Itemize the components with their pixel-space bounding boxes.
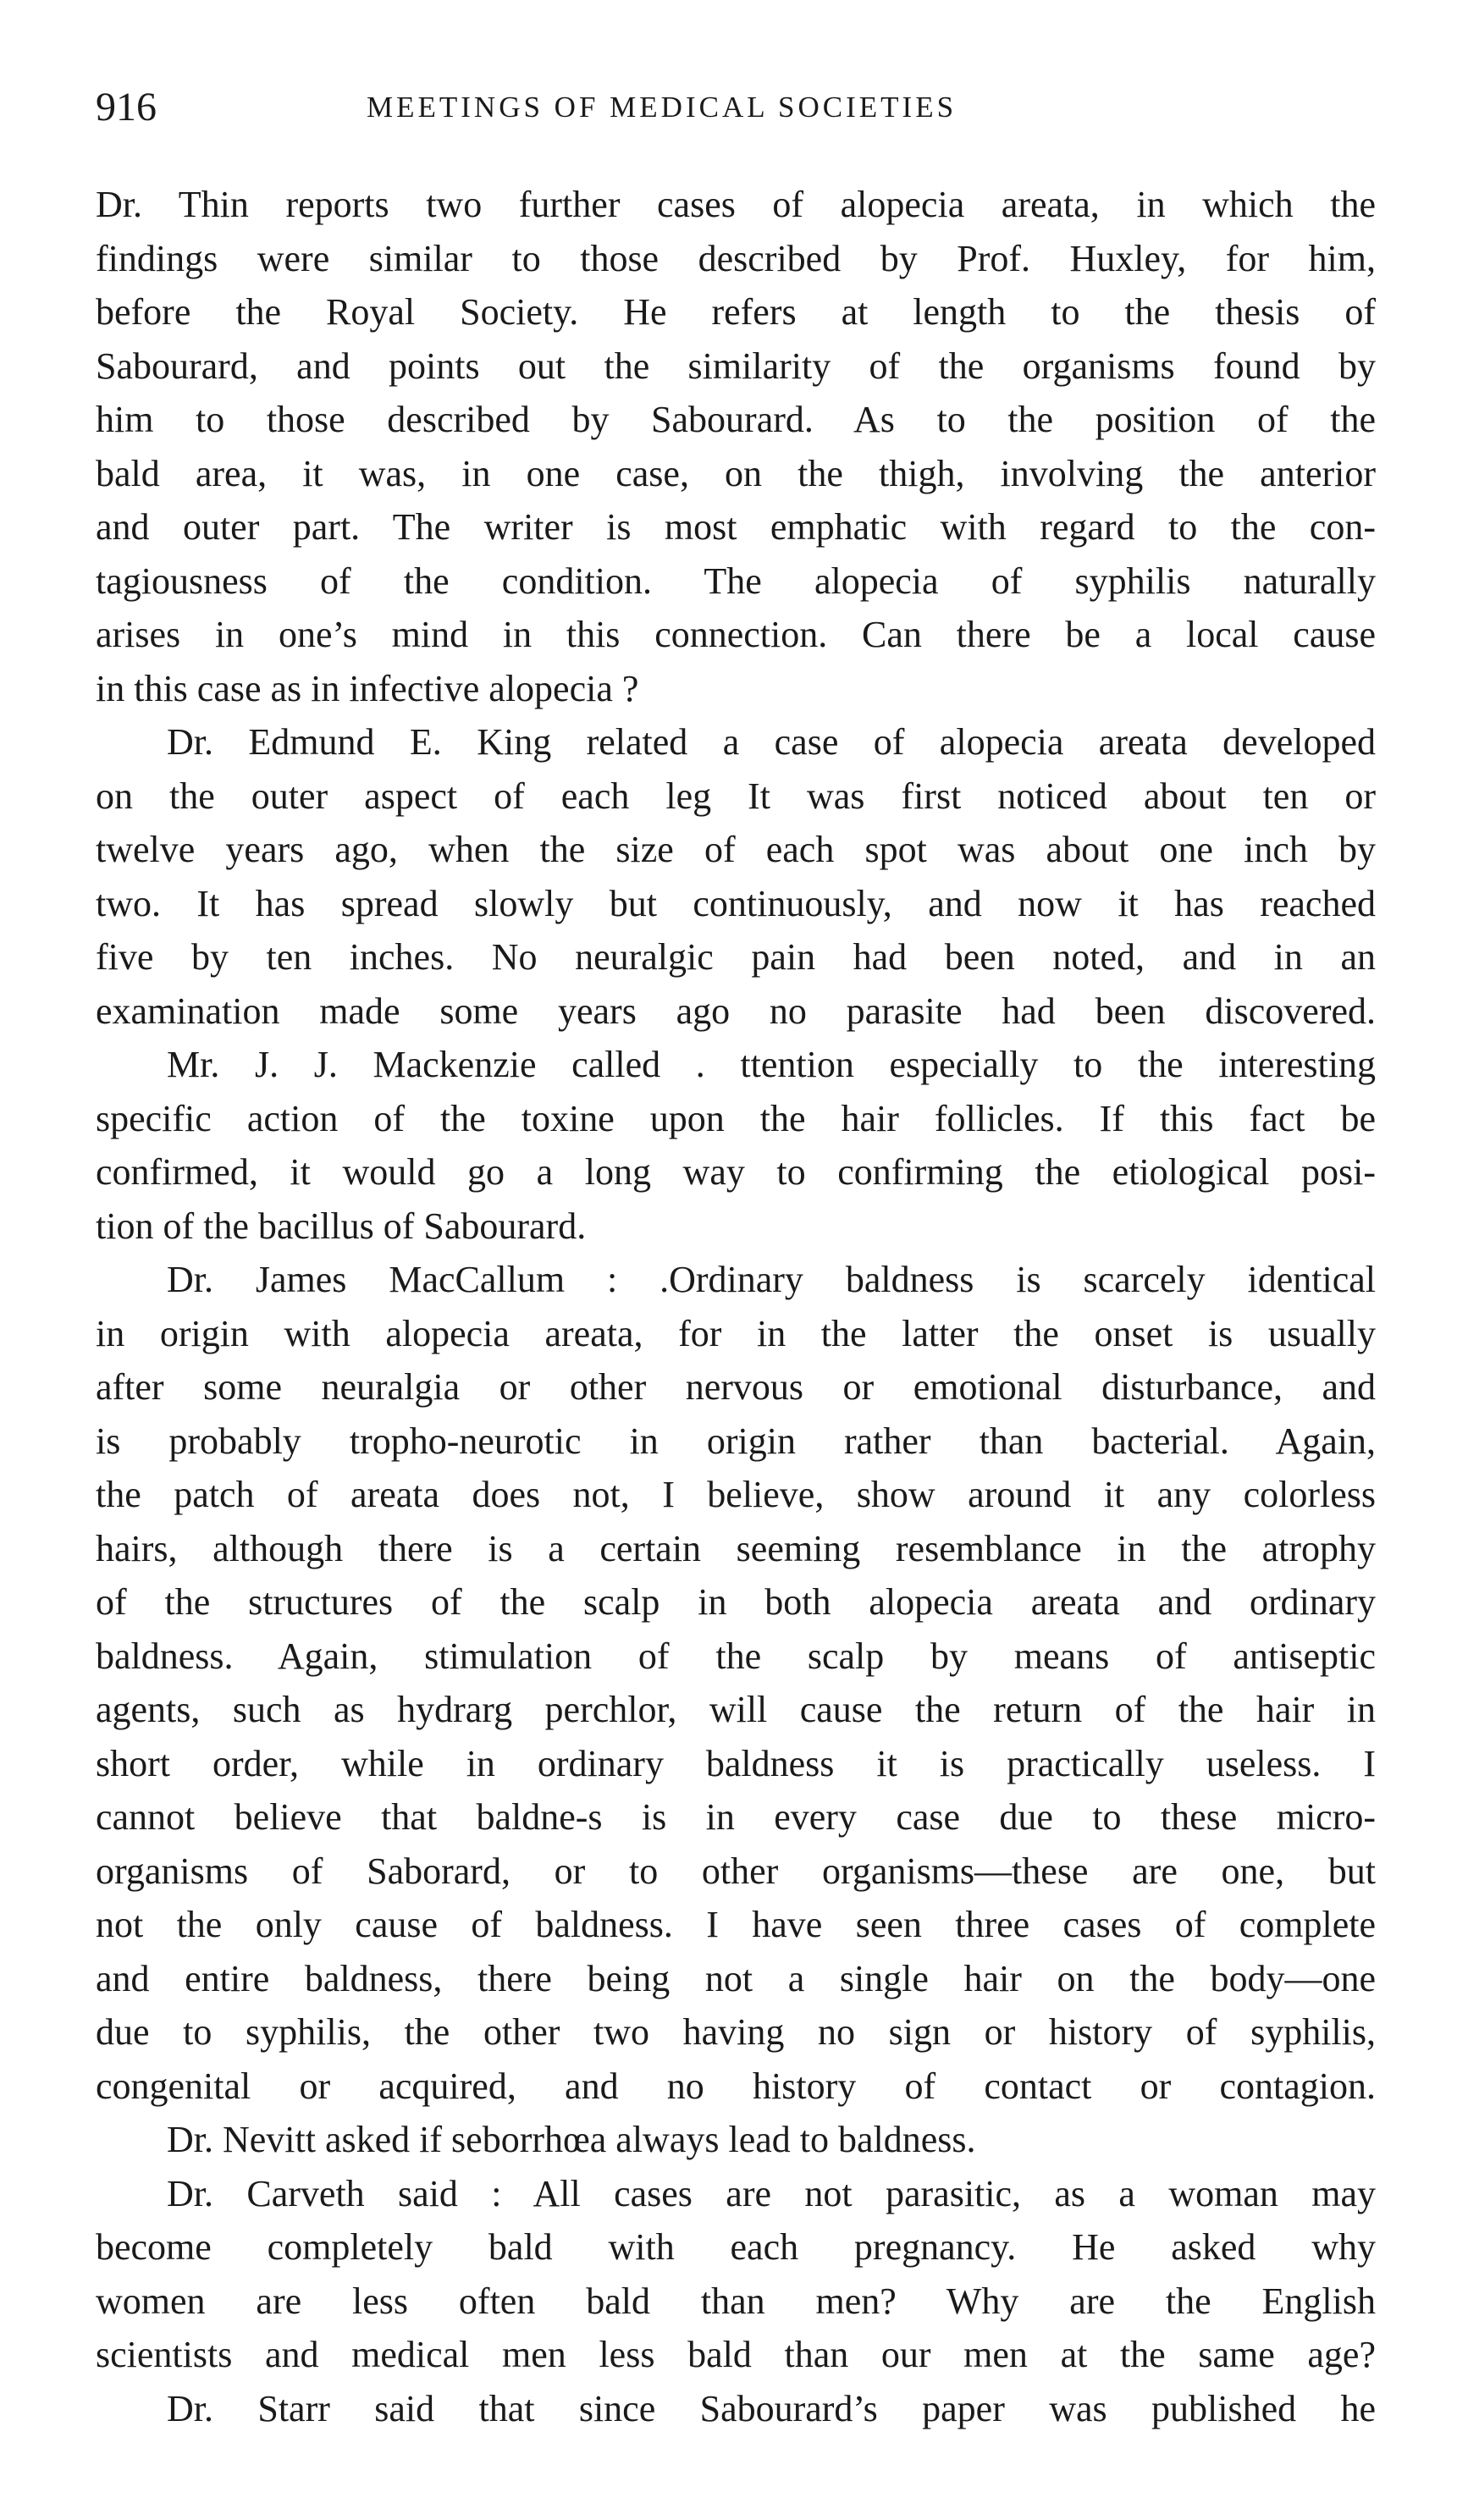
text-line: not the only cause of baldness. I have seen three cases of complete <box>96 1904 1376 1945</box>
paragraph-mr-mackenzie <box>96 1038 1376 1253</box>
text-line: Dr. Carveth said : All cases are not parasitic, as a woman may <box>167 2172 1376 2214</box>
text-line: cannot believe that baldne-s is in every case due to these micro- <box>96 1796 1376 1838</box>
text-line: Dr. Nevitt asked if seborrhœa always lead to baldness. <box>167 2119 976 2160</box>
text-line: him to those described by Sabourard. As to the position of the <box>96 399 1376 440</box>
text-line: is probably tropho-neurotic in origin rather than bacterial. Again, <box>96 1420 1376 1462</box>
text-line: two. It has spread slowly but continuously, and now it has reached <box>96 882 1376 924</box>
running-title: MEETINGS OF MEDICAL SOCIETIES <box>367 91 958 124</box>
text-line: Sabourard, and points out the similarity of the organisms found by <box>96 345 1376 387</box>
text-line: five by ten inches. No neuralgic pain had been noted, and in an <box>96 936 1376 978</box>
text-line: after some neuralgia or other nervous or emotional disturbance, and <box>96 1366 1376 1408</box>
paragraph-dr-maccallum <box>96 1253 1376 2113</box>
text-line: tion of the bacillus of Sabourard. <box>96 1205 587 1247</box>
text-line: findings were similar to those described by Prof. Huxley, for him, <box>96 237 1376 279</box>
paragraph-dr-king <box>96 715 1376 1038</box>
text-line: the patch of areata does not, I believe, show around it any colorless <box>96 1474 1376 1515</box>
text-line: bald area, it was, in one case, on the thigh, involving the anterior <box>96 452 1376 494</box>
text-line: hairs, although there is a certain seeming resemblance in the atrophy <box>96 1527 1376 1569</box>
text-line: baldness. Again, stimulation of the scalp by means of antiseptic <box>96 1635 1376 1677</box>
text-line: on the outer aspect of each leg It was first noticed about ten or <box>96 775 1376 817</box>
text-line: and entire baldness, there being not a single hair on the body—one <box>96 1957 1376 1999</box>
text-line: women are less often bald than men? Why are the English <box>96 2280 1376 2322</box>
text-line: of the structures of the scalp in both alopecia areata and ordinary <box>96 1581 1376 1623</box>
text-line: in this case as in infective alopecia ? <box>96 667 639 709</box>
paragraph-dr-thin <box>96 178 1376 715</box>
text-line: organisms of Saborard, or to other organisms—these are one, but <box>96 1850 1376 1892</box>
text-line: tagiousness of the condition. The alopecia of syphilis naturally <box>96 560 1376 602</box>
running-head <box>96 78 1376 137</box>
body-text <box>96 178 1376 2435</box>
text-line: examination made some years ago no parasite had been discovered. <box>96 990 1376 1032</box>
text-line: short order, while in ordinary baldness it is practically useless. I <box>96 1742 1376 1784</box>
text-line: congenital or acquired, and no history of contact or contagion. <box>96 2065 1376 2107</box>
paragraph-dr-starr <box>96 2382 1376 2436</box>
text-line: Dr. Starr said that since Sabourard’s paper was published he <box>167 2387 1376 2429</box>
text-line: Dr. James MacCallum : .Ordinary baldness is scarcely identical <box>167 1259 1376 1300</box>
text-line: confirmed, it would go a long way to confirming the etiological posi- <box>96 1151 1376 1193</box>
text-line: before the Royal Society. He refers at length to the thesis of <box>96 291 1376 333</box>
paragraph-dr-carveth <box>96 2167 1376 2382</box>
text-line: and outer part. The writer is most emphatic with regard to the con- <box>96 506 1376 548</box>
text-line: become completely bald with each pregnancy. He asked why <box>96 2226 1376 2268</box>
page-number: 916 <box>96 85 157 130</box>
text-line: twelve years ago, when the size of each spot was about one inch by <box>96 829 1376 870</box>
text-line: specific action of the toxine upon the hair follicles. If this fact be <box>96 1097 1376 1139</box>
text-line: in origin with alopecia areata, for in the latter the onset is usually <box>96 1312 1376 1354</box>
text-line: Mr. J. J. Mackenzie called . ttention especially to the interesting <box>167 1044 1376 1085</box>
text-line: due to syphilis, the other two having no sign or history of syphilis, <box>96 2011 1376 2053</box>
text-line: arises in one’s mind in this connection. Can there be a local cause <box>96 614 1376 655</box>
text-line: agents, such as hydrarg perchlor, will cause the return of the hair in <box>96 1689 1376 1730</box>
text-line: Dr. Edmund E. King related a case of alopecia areata developed <box>167 721 1376 763</box>
text-line: Dr. Thin reports two further cases of alopecia areata, in which the <box>96 184 1376 225</box>
paragraph-dr-nevitt <box>96 2113 1376 2167</box>
text-line: scientists and medical men less bald than our men at the same age? <box>96 2334 1376 2375</box>
